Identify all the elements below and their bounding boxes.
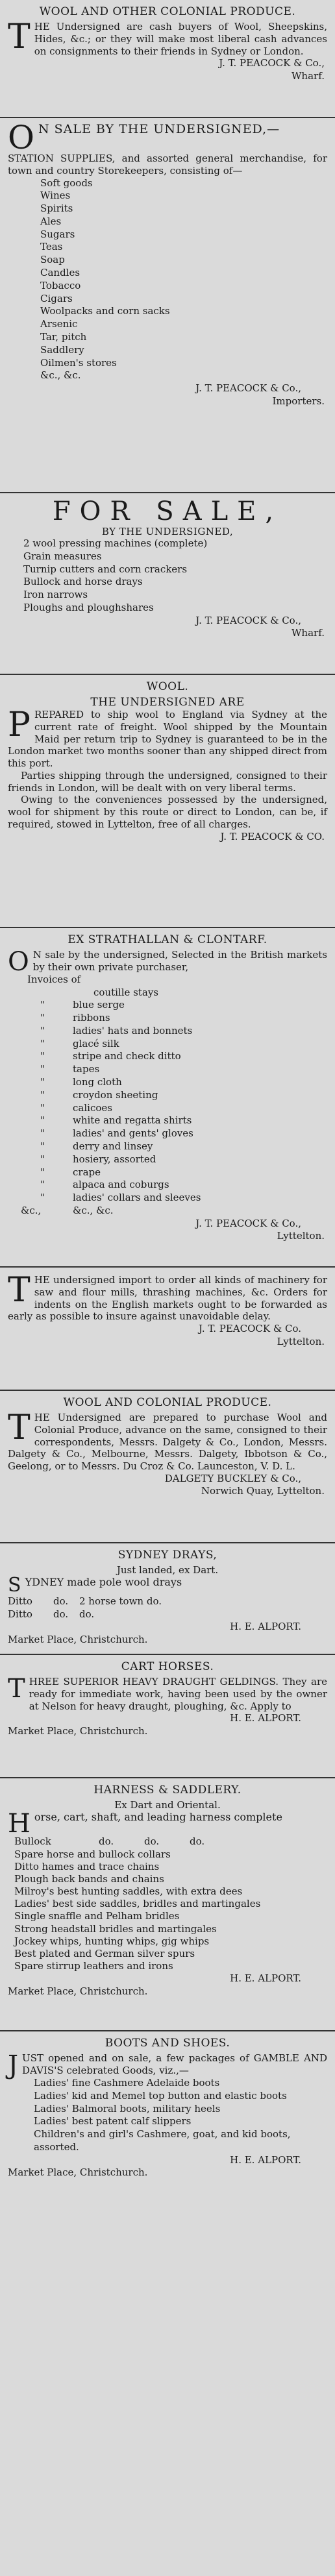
dray-line: Ditto do. do. [8,1608,95,1620]
drop-cap: J [8,2050,19,2080]
ad-harness-saddlery [0,1778,335,2031]
list-item: Ploughs and ploughshares [23,601,154,613]
list-item: Tar, pitch [40,331,87,343]
list-item: " ribbons [40,1012,110,1024]
maker-name: GAMBLE AND DAVIS'S [22,2052,327,2076]
list-item: Ditto hames and trace chains [14,1860,160,1872]
list-item: " croydon sheeting [40,1088,158,1101]
list-item: Strong headstall bridles and martingales [14,1922,217,1935]
items-list [34,2077,327,2154]
invoice-list [21,986,327,1218]
ad-place: Lyttelton. [277,1335,325,1347]
list-item: Saddlery [40,343,84,356]
list-item: " glacé silk [40,1037,119,1049]
ad-signature: H. E. ALPORT. [230,2153,301,2166]
list-item: " hosiery, assorted [40,1153,156,1165]
list-item: Jockey whips, hunting whips, gig whips [14,1935,210,1947]
ad-place: Lyttelton. [277,1230,325,1242]
ad-machinery [0,1268,335,1391]
list-item: Spirits [40,202,73,215]
list-item: Ladies' Balmoral boots, military heels [34,2102,221,2115]
list-item: Sugars [40,228,75,240]
list-item: Wines [40,190,71,202]
ad-heading: BOOTS AND SHOES. [105,2037,230,2050]
ad-place: Market Place, Christchurch. [8,1633,148,1645]
list-item: Children's and girl's Cashmere, goat, and kid boots, assorted. [34,2128,291,2153]
ad-body: THREE SUPERIOR HEAVY DRAUGHT GELDINGS. They are ready for immediate work, having been used by the owner at Nelson for heavy draught, ploughing, &c. Apply to [8,1674,327,1712]
list-item: Oilmen's stores [40,356,117,369]
list-item: Teas [40,241,63,253]
drop-cap: S [8,1574,21,1597]
ad-heading: WOOL AND OTHER COLONIAL PRODUCE. [39,5,296,18]
list-item: Iron narrows [23,589,88,601]
ad-dalgety-wool-produce [0,1391,335,1543]
list-item: Cigars [40,292,73,304]
items-list [14,1848,327,1973]
ad-place: Norwich Quay, Lyttelton. [201,1485,325,1497]
list-item: Spare stirrup leathers and irons [14,1960,173,1972]
ad-sydney-drays [0,1543,335,1655]
list-item: Soft goods [40,177,93,189]
ad-for-sale [0,493,335,675]
ad-heading: EX STRATHALLAN & CLONTARF. [68,933,267,946]
ad-heading: O N SALE BY THE UNDERSIGNED,— [8,119,280,156]
ad-signature: J. T. PEACOCK & Co., [219,57,325,69]
list-item: " tapes [40,1063,100,1075]
ad-signature: J. T. PEACOCK & Co., [195,1217,301,1229]
ad-subheading: Just landed, ex Dart. [116,1564,219,1576]
list-item: Ladies' best side saddles, bridles and martingales [14,1898,261,1910]
ad-body: THE Undersigned are cash buyers of Wool, Sheepskins, Hides, &c.; or they will make most liberal cash advances on consignments to their friends in Sydney or London. [8,18,327,57]
ad-wool-shipping [0,675,335,928]
list-item: " ladies' hats and bonnets [40,1024,193,1037]
drop-cap: P [8,705,31,744]
ad-heading: CART HORSES. [121,1660,214,1673]
ad-body: PREPARED to ship wool to England via Sydney at the current rate of freight. Wool shipped by the Mountain Maid per return trip to Sydney is guaranteed to be in the London market two months sooner than any shipped direct from this port. [8,705,327,769]
list-item: " alpaca and coburgs [40,1179,169,1191]
ad-body-paragraph: Parties shipping through the undersigned, consigned to their friends in London, will be dealt with on very liberal terms. [8,769,327,794]
ad-signature: J. T. PEACOCK & Co., [195,614,301,626]
list-item: " calicoes [40,1101,112,1114]
drop-cap: H [8,1809,31,1839]
list-item: Ladies' fine Cashmere Adelaide boots [34,2077,220,2089]
dray-line: Ditto do. 2 horse town do. [8,1595,162,1607]
list-item: Bullock and horse drays [23,576,143,588]
ad-signature: H. E. ALPORT. [230,1712,301,1724]
drop-cap: O [8,947,29,977]
list-item: " ladies' and gents' gloves [40,1127,193,1140]
ad-subheading: BY THE UNDERSIGNED, [101,526,234,537]
ad-body-paragraph: Owing to the conveniences possessed by the undersigned, wool for shipment by this route or direct to London, can be, if required, stowed in Lyttelton, free of all charges. [8,794,327,830]
drop-cap: O [8,119,34,156]
ad-signature: H. E. ALPORT. [230,1621,301,1632]
ad-place: Market Place, Christchurch. [8,1724,148,1737]
ad-place: Wharf. [292,627,325,639]
list-item: Plough back bands and chains [14,1872,164,1885]
ad-boots-shoes [0,2031,335,2187]
ad-heading: SYDNEY DRAYS, [118,1549,217,1562]
list-item: " ladies' collars and sleeves [40,1192,201,1204]
list-item: Soap [40,254,65,266]
list-item: Best plated and German silver spurs [14,1948,195,1959]
invoice-label: Invoices of [27,974,81,985]
ad-place: Wharf. [292,69,325,82]
list-item: Single snaffle and Pelham bridles [14,1910,180,1922]
ad-signature: J. T. PEACOCK & Co., [195,382,301,395]
ad-intro: JUST opened and on sale, a few packages of GAMBLE AND DAVIS'S celebrated Goods, viz.,— [8,2050,327,2080]
list-item: Arsenic [40,318,78,330]
ad-signature: J. T. PEACOCK & CO. [220,830,325,842]
ad-signature: H. E. ALPORT. [230,1972,301,1985]
list-item: Ladies' best patent calf slippers [34,2115,192,2128]
ad-heading: FOR SALE, [52,497,283,526]
items-list [23,537,327,615]
drop-cap: T [8,1271,31,1310]
list-item: &c., &c., &c. [21,1205,114,1217]
list-item: Candles [40,267,81,279]
list-item: Turnip cutters and corn crackers [23,563,188,575]
ad-ex-strathallan-clontarf [0,928,335,1268]
drop-cap: T [8,1408,31,1447]
ad-subheading: Ex Dart and Oriental. [114,1799,221,1811]
bullock-line: Bullock do. do. do. [14,1835,205,1847]
ad-signature: DALGETY BUCKLEY & Co., [164,1472,301,1484]
list-item: Grain measures [23,550,102,562]
list-item: Spare horse and bullock collars [14,1848,171,1860]
list-item: " derry and linsey [40,1140,153,1153]
ad-cart-horses [0,1655,335,1778]
list-item: Tobacco [40,279,81,291]
ad-on-sale-station-supplies [0,118,335,493]
ad-heading: HARNESS & SADDLERY. [93,1784,242,1797]
ad-heading: WOOL. [146,680,189,693]
ad-role: Importers. [272,395,325,407]
list-item: " stripe and check ditto [40,1050,181,1062]
list-item: " crape [40,1166,101,1178]
list-item: 2 wool pressing machines (complete) [23,537,208,549]
list-item: Ladies' kid and Memel top button and elastic boots [34,2089,287,2102]
list-item: " white and regatta shirts [40,1114,192,1127]
list-item: coutille stays [93,986,158,998]
list-item: Woolpacks and corn sacks [40,305,170,317]
list-item: &c., &c. [40,369,81,382]
dray-line: S YDNEY made pole wool drays [8,1574,182,1597]
ad-intro: O N sale by the undersigned, Selected in the British markets by their own private purchaser, [8,947,327,977]
ad-signature: J. T. PEACOCK & Co. [199,1323,301,1334]
list-item: Ales [40,215,62,227]
items-list [40,177,327,383]
ad-heading: WOOL AND COLONIAL PRODUCE. [63,1396,272,1409]
ad-place: Market Place, Christchurch. [8,2166,148,2179]
list-item: " blue serge [40,999,125,1011]
ad-body: THE Undersigned are prepared to purchase Wool and Colonial Produce, advance on the same, consigned to their correspondents, Messrs. Dalgety & Co., London, Messrs. Dalgety & Co., Melbourne, Messrs. Dalgety, Ibbotson & Co., Geelong, or to Messrs. Du Croz & Co. Launceston, V. D. L. [8,1408,327,1472]
list-item: " long cloth [40,1076,122,1088]
ad-subheading: THE UNDERSIGNED ARE [90,696,245,709]
ad-wool-colonial-produce [0,0,335,118]
drop-cap: T [8,18,31,56]
list-item: Milroy's best hunting saddles, with extra dees [14,1885,243,1898]
drop-cap: T [8,1674,25,1704]
ad-intro: STATION SUPPLIES, and assorted general merchandise, for town and country Storekeepers, consisting of— [8,153,327,177]
ad-place: Market Place, Christchurch. [8,1985,148,1997]
ad-body: THE undersigned import to order all kinds of machinery for saw and flour mills, thrashing machines, &c. Orders for indents on the English markets ought to be forwarded as early as possible to insure against unavoidable delay. [8,1271,327,1323]
ad-intro: Horse, cart, shaft, and leading harness complete [8,1809,282,1839]
